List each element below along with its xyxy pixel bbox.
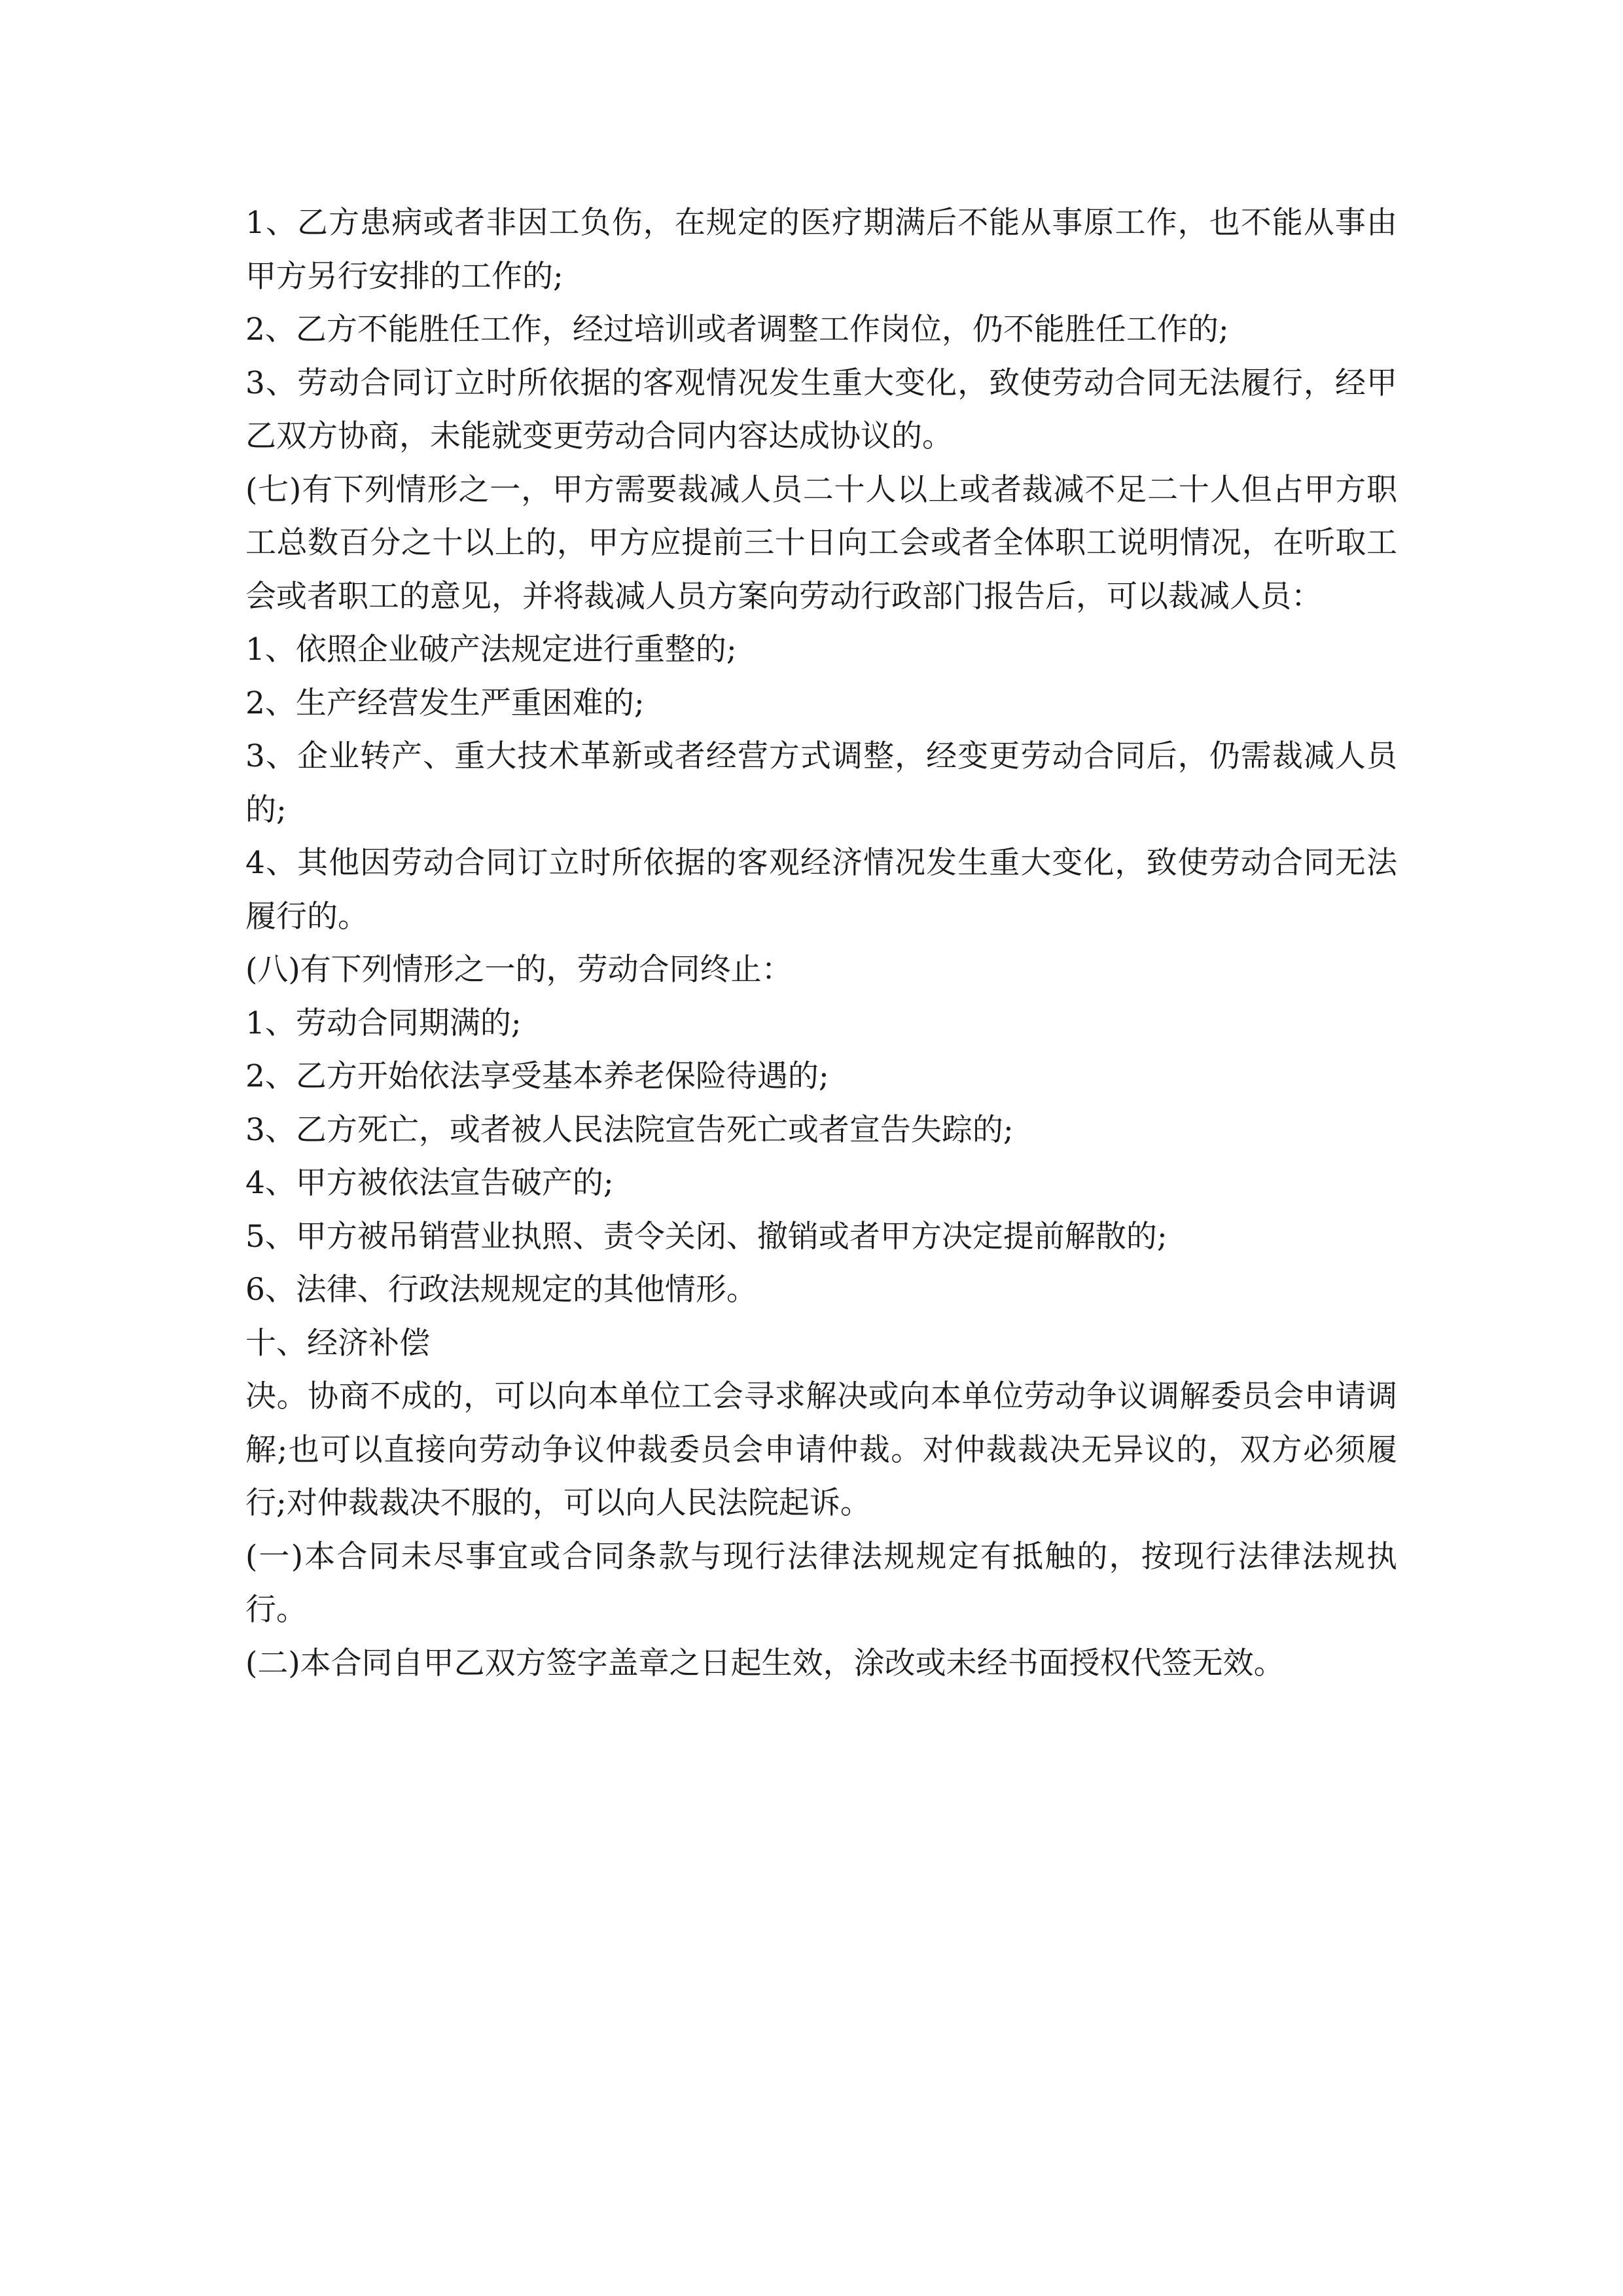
- paragraph-pension: 2、乙方开始依法享受基本养老保险待遇的;: [245, 1058, 829, 1094]
- paragraph-death-missing: 3、乙方死亡，或者被人民法院宣告死亡或者宣告失踪的;: [245, 1111, 1014, 1148]
- paragraph-section-7-layoffs: (七)有下列情形之一，甲方需要裁减人员二十人以上或者裁减不足二十人但占甲方职工总数百分之十以上的，甲方应提前三十日向工会或者全体职工说明情况，在听取工会或者职工的意见，并将裁减人员方案向劳动行政部门报告后，可以裁减人员：: [245, 471, 1397, 615]
- paragraph-supplementary-1: (一)本合同未尽事宜或合同条款与现行法律法规规定有抵触的，按现行法律法规执行。: [245, 1538, 1397, 1628]
- document-body: [245, 196, 1397, 1690]
- paragraph-objective-change-clause: 3、劳动合同订立时所依据的客观情况发生重大变化，致使劳动合同无法履行，经甲乙双方协商，未能就变更劳动合同内容达成协议的。: [245, 365, 1397, 454]
- paragraph-contract-expiry: 1、劳动合同期满的;: [245, 1005, 522, 1041]
- paragraph-section-8-termination: (八)有下列情形之一的，劳动合同终止：: [245, 952, 793, 988]
- paragraph-economic-change: 4、其他因劳动合同订立时所依据的客观经济情况发生重大变化，致使劳动合同无法履行的。: [245, 845, 1397, 935]
- paragraph-illness-clause: 1、乙方患病或者非因工负伤，在规定的医疗期满后不能从事原工作，也不能从事由甲方另行安排的工作的;: [245, 205, 1397, 295]
- paragraph-employer-bankruptcy: 4、甲方被依法宣告破产的;: [245, 1165, 614, 1201]
- paragraph-operating-difficulty: 2、生产经营发生严重困难的;: [245, 685, 645, 721]
- paragraph-business-transformation: 3、企业转产、重大技术革新或者经营方式调整，经变更劳动合同后，仍需裁减人员的;: [245, 738, 1397, 828]
- paragraph-license-revoked: 5、甲方被吊销营业执照、责令关闭、撤销或者甲方决定提前解散的;: [245, 1218, 1168, 1255]
- section-heading-economic-compensation: 十、经济补偿: [245, 1325, 430, 1361]
- paragraph-incompetence-clause: 2、乙方不能胜任工作，经过培训或者调整工作岗位，仍不能胜任工作的;: [245, 312, 1229, 348]
- paragraph-other-circumstances: 6、法律、行政法规规定的其他情形。: [245, 1272, 757, 1308]
- paragraph-bankruptcy-reorganization: 1、依照企业破产法规定进行重整的;: [245, 632, 737, 668]
- paragraph-supplementary-2: (二)本合同自甲乙双方签字盖章之日起生效，涂改或未经书面授权代签无效。: [245, 1645, 1285, 1681]
- paragraph-dispute-resolution: 决。协商不成的，可以向本单位工会寻求解决或向本单位劳动争议调解委员会申请调解;也可以直接向劳动争议仲裁委员会申请仲裁。对仲裁裁决无异议的，双方必须履行;对仲裁裁决不服的，可以向人民法院起诉。: [245, 1378, 1397, 1521]
